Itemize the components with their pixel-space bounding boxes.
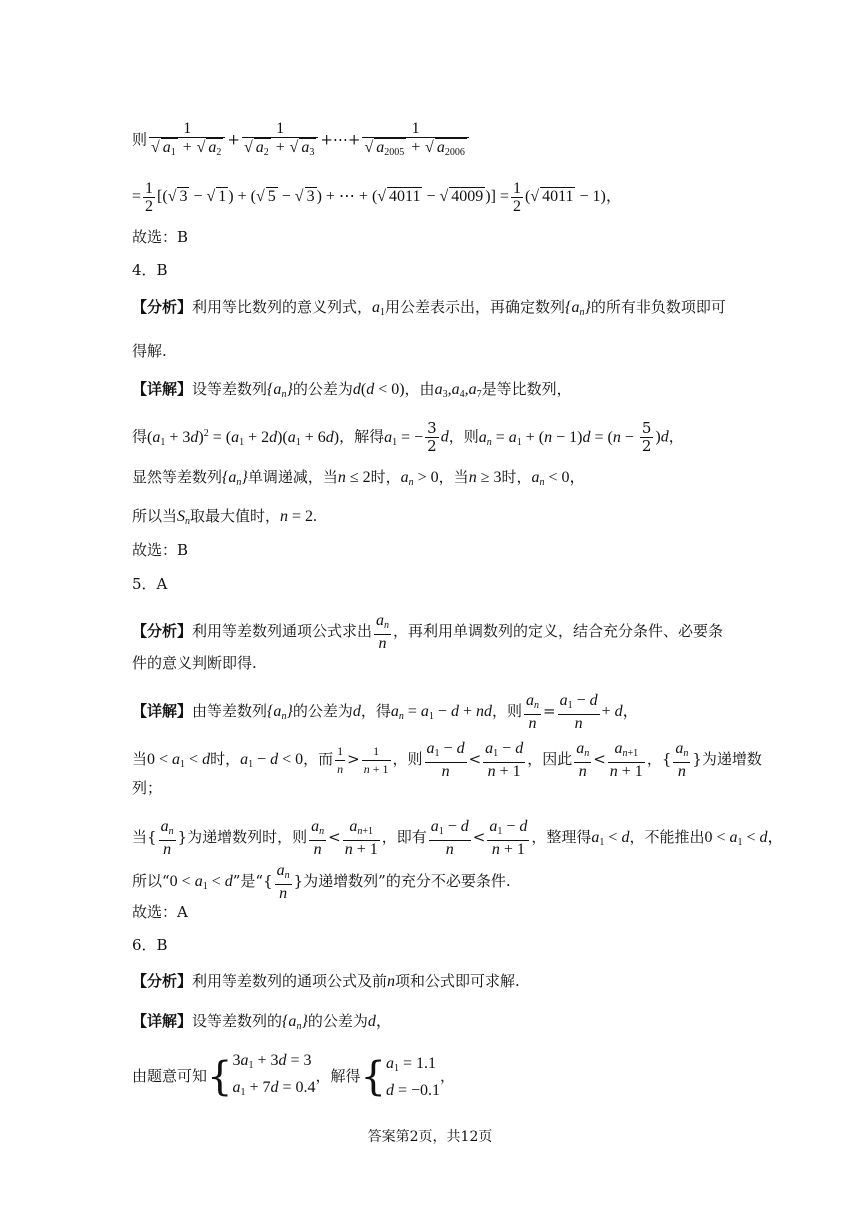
sum-expression-line: 则 $\frac{1}{√ a_1 + √ a_2}$ + $\frac{1}{√ a_2 + √ a_3}$ +⋯+ $\frac{1}{√ a_{2005} + √ a_{2006}}$: [132, 120, 471, 161]
case-line-1: 当$0 < a_1 < d$时，$a_1 - d < 0$，而 $\frac{1}{n}$ > $\frac{1}{n + 1}$ ，则 $\frac{a_1 - d}{n}$ < $\frac{a_1 - d}{n + 1}$ ，因此 $\frac{a_n}{n}$ < $\frac{a_{n+1}}{n + 1}$ ，{ $\frac{a_n}{n}$ }为递增数: [132, 740, 762, 780]
analysis-line: 【分析】利用等差数列的通项公式及前n项和公式即可求解.: [132, 972, 520, 990]
equation-line: 得$(a_1 + 3d)^2 = (a_1 + 2d)(a_1 + 6d)$，解得$a_1$ = − $\frac{3}{2}$ d，则$a_n = a_1 + (n - 1)d = (n$ − $\frac{5}{2}$ )d，: [132, 419, 684, 455]
detail-line: 【详解】由等差数列$\{a_n\}$的公差为d，得$a_n = a_1 - d$ + nd，则 $\frac{a_n}{n}$ = $\frac{a_1 - d}{n}$ + d，: [132, 692, 639, 732]
conclusion-line: 所以当$S_n$取最大值时，n = 2.: [132, 507, 318, 527]
analysis-line: 【分析】利用等比数列的意义列式，$a_1$用公差表示出，再确定数列$\{a_n\}$的所有非负数项即可: [132, 298, 726, 318]
telescoping-line: = $\frac{1}{2}$ [(√ 3 − √ 1 ) + (√ 5 − √ 3 ) + ⋯ + (√ 4011 − √ 4009 )] = $\frac{1}{2}$ (√ 4011 − 1)，: [132, 180, 622, 215]
fraction: $\frac{1}{√ a_{2005} + √ a_{2006}}$: [362, 120, 468, 161]
analysis-line-cont: 件的意义判断即得.: [132, 654, 257, 672]
conclusion-line: 所以“$0 < a_1 < d$”是“{ $\frac{a_n}{n}$ }为递增数列”的充分不必要条件.: [132, 862, 511, 902]
answer-line: 故选：B: [132, 541, 189, 559]
monotone-line: 显然等差数列$\{a_n\}$单调递减，当n ≤ 2时，$a_n > 0$，当n ≥ 3时，$a_n < 0$，: [132, 468, 586, 488]
detail-line: 【详解】设等差数列$\{a_n\}$的公差为d(d < 0)，由$a_3,a_4,a_7$是等比数列，: [132, 380, 572, 400]
answer-line: 故选：A: [132, 903, 188, 921]
fraction: $\frac{1}{√ a_2 + √ a_3}$: [242, 120, 318, 161]
analysis-line: 【分析】利用等差数列通项公式求出 $\frac{a_n}{n}$ ，再利用单调数列的定义，结合充分条件、必要条: [132, 612, 724, 652]
analysis-line-cont: 得解.: [132, 342, 167, 360]
question-number: 4．B: [132, 261, 168, 279]
detail-line: 【详解】设等差数列的$\{a_n\}$的公差为d，: [132, 1012, 392, 1032]
question-number: 5．A: [132, 575, 168, 593]
text-then: 则: [132, 130, 148, 149]
answer-line: 故选：B: [132, 228, 189, 246]
system-line: 由题意可知{ $3a_1 + 3d = 3$ $a_1 + 7d = 0.4$ ，解得{ $a_1 = 1.1$ d = −0.1 ，: [132, 1052, 456, 1100]
page-footer: 答案第2页，共12页: [367, 1129, 493, 1145]
case-line-1-cont: 列；: [132, 779, 163, 797]
case-line-2: 当{ $\frac{a_n}{n}$ }为递增数列时，则 $\frac{a_n}{n}$ < $\frac{a_{n+1}}{n + 1}$ ，即有 $\frac{a_1 - d}{n}$ < $\frac{a_1 - d}{n + 1}$ ，整理得$a_1 < d$，不能推出$0 < a_1 < d$，: [132, 818, 784, 858]
question-number: 6．B: [132, 936, 168, 954]
fraction: $\frac{1}{√ a_1 + √ a_2}$: [149, 120, 225, 161]
